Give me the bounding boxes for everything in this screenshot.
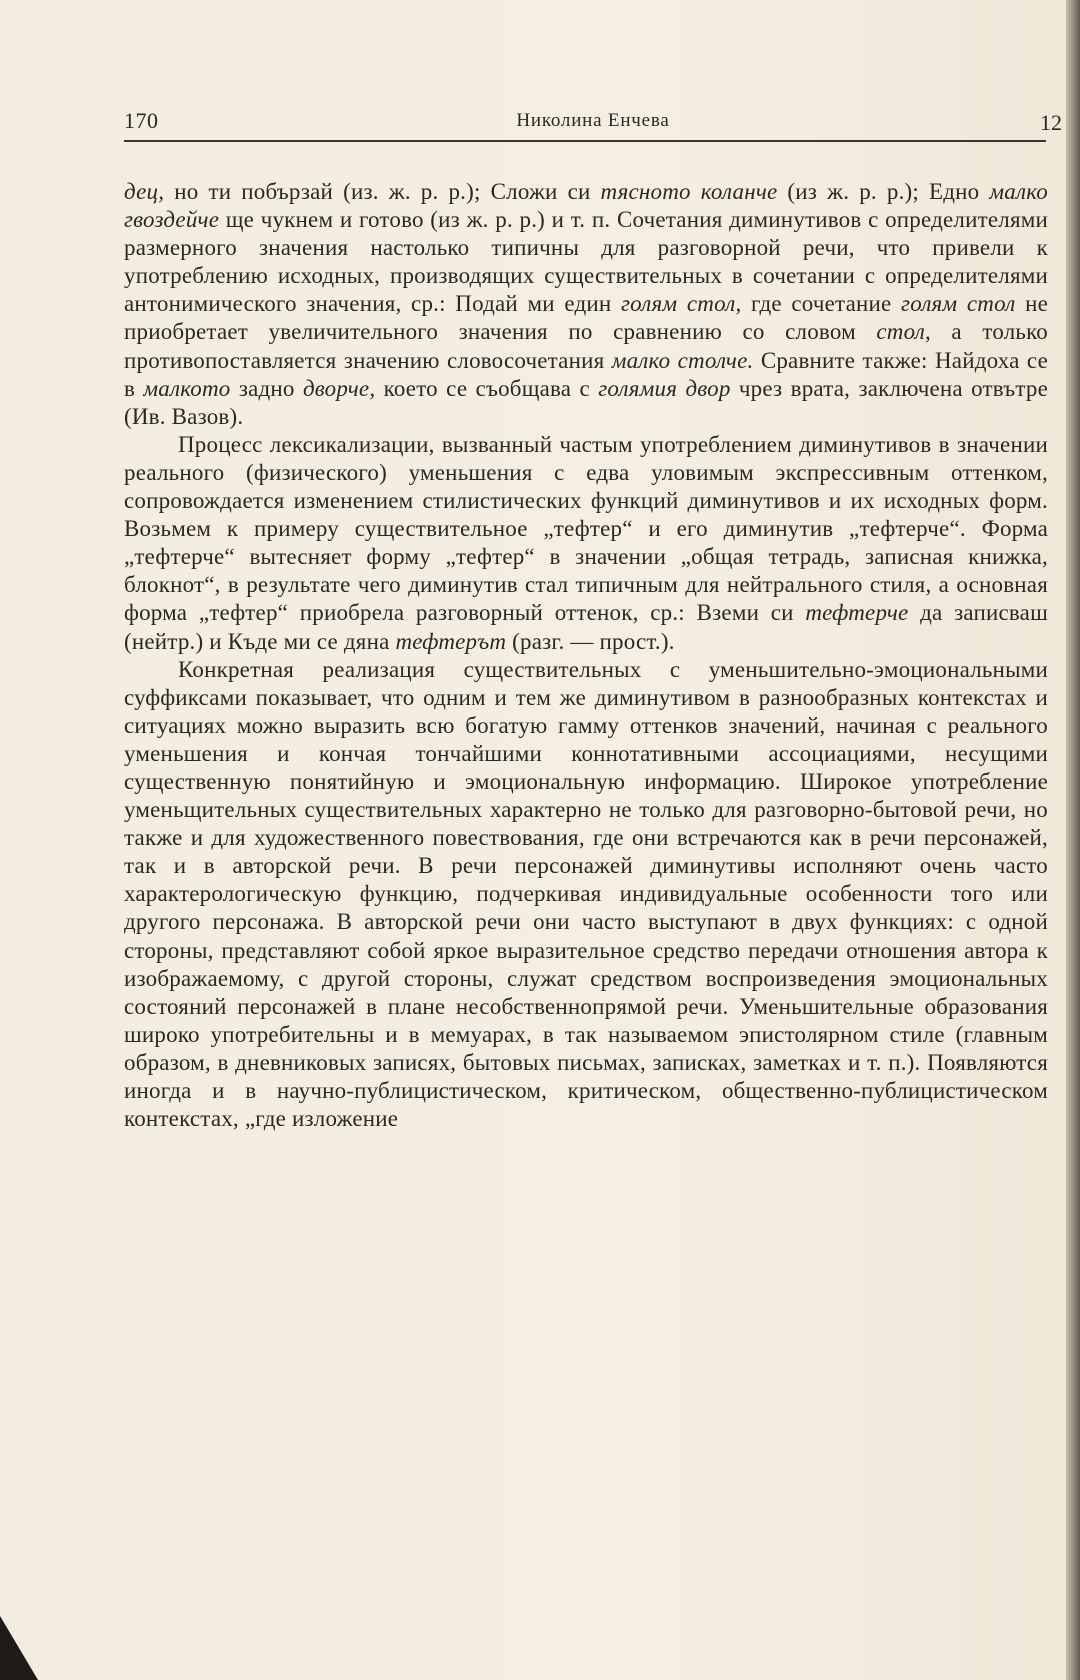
text-run: да записваш (нейтр.) и Къде ми се дяна	[124, 600, 1048, 654]
italic-example: стол,	[876, 319, 931, 345]
italic-example: малко столче.	[611, 347, 754, 373]
corner-shadow	[0, 1616, 38, 1680]
book-spine-edge	[1066, 0, 1080, 1680]
page-number: 170	[124, 108, 159, 133]
text-run: (из ж. р. р.); Едно	[777, 179, 990, 204]
italic-example: голям стол	[901, 291, 1016, 317]
text-run: задно	[230, 375, 303, 401]
text-run: где сочетание	[741, 291, 902, 317]
text-run: Процесс лексикализации, вызванный частым употреблением диминутивов в значении реального (физического) уменьшения с едва уловимым экспрессивным оттенком, сопровождается изменением стилистических функций диминутивов и их исходных форм. Возьмем к примеру существительное „тефтер“ и его диминутив „тефтерче“. Форма „тефтерче“ вытесняет форму „тефтер“ в значении „общая тетрадь, записная книжка, блокнот“, в результате чего диминутив стал типичным для нейтрального стиля, а основная форма „тефтер“ приобрела разговорный оттенок, ср.: Вземи си	[124, 431, 1048, 626]
italic-example: тефтерът	[395, 628, 507, 654]
section-number: 12	[1040, 110, 1062, 135]
italic-example: голям стол,	[620, 291, 742, 317]
text-run: не приобретает увеличительного значения по сравнению со словом	[124, 291, 1048, 345]
header-rule	[124, 140, 1046, 142]
text-run: Сравните также: Найдоха се в	[124, 347, 1048, 401]
text-run: ще чукнем и готово (из ж. р. р.) и т. п. Сочетания диминутивов с определителями размерного значения настолько типичны для разговорной речи, что привели к употреблению исходных, производящих существительных в сочетании с определителями антонимического значения, ср.: Подай ми един	[124, 207, 1048, 317]
text-run: но ти побързай (из. ж. р. р.); Сложи си	[164, 179, 601, 204]
running-head-author: Николина Енчева	[516, 110, 670, 131]
text-run: а только противопоставляется значению словосочетания	[124, 319, 1048, 373]
page-header	[124, 108, 1062, 142]
paragraph	[124, 431, 1048, 656]
italic-example: тясното коланче	[600, 179, 778, 204]
italic-example: малко гвоздейче	[124, 179, 1048, 233]
paragraph	[124, 178, 1048, 431]
paragraph	[124, 656, 1048, 1134]
text-run: Конкретная реализация существительных с уменьшительно-эмоциональными суффиксами показывает, что одним и тем же диминутивом в разнообразных контекстах и ситуациях можно выразить всю богатую гамму оттенков значений, начиная с реального уменьшения и кончая тончайшими коннотативными ассоциациями, несущими существенную понятийную и эмоциональную информацию. Широкое употребление уменьщительных существительных характерно не только для разговорно-бытовой речи, но также и для художественного повествования, где они встречаются как в речи персонажей, так и в авторской речи. В речи персонажей диминутивы исполняют очень часто характерологическую функцию, подчеркивая индивидуальные особенности того или другого персонажа. В авторской речи они часто выступают в двух функциях: с одной стороны, представляют собой яркое выразительное средство передачи отношения автора к изображаемому, с другой стороны, служат средством воспроизведения эмоциональных состояний персонажей в плане несобственнопрямой речи. Уменьшительные образования широко употребительны и в мемуарах, в так называемом эпистолярном стиле (главным образом, в дневниковых записях, бытовых письмах, записках, заметках и т. п.). Появляются иногда и в научно-публицистическом, критическом, общественно-публицистическом контекстах, „где изложение	[124, 656, 1048, 1132]
text-run: чрез врата, заключена отвътре (Ив. Вазов).	[124, 375, 1048, 429]
italic-example: тефтерче	[805, 600, 909, 626]
text-run: което се съобщава с	[375, 375, 599, 401]
italic-example: малкото	[143, 375, 231, 401]
italic-example: голямия двор	[598, 375, 731, 401]
text-run: (разг. — прост.).	[506, 628, 675, 654]
italic-example: дец,	[124, 179, 165, 204]
body-text	[124, 178, 1048, 1133]
italic-example: дворче,	[302, 375, 376, 401]
